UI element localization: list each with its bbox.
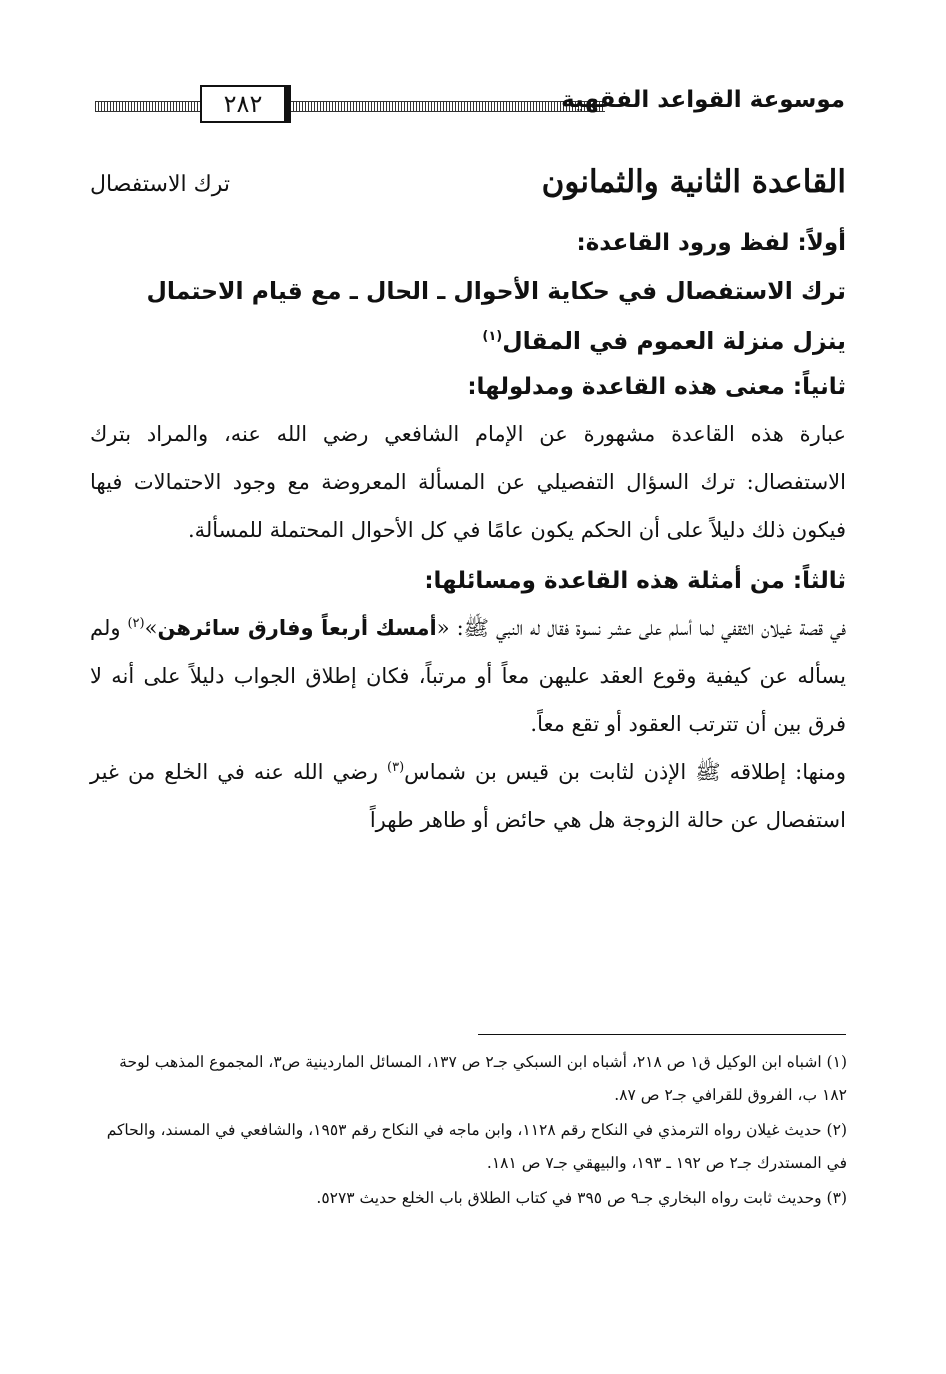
example-1-intro: في قصة غيلان الثقفي لما أسلم على عشر نسوة فقال له النبي ﷺ: « (436, 616, 846, 640)
footnote-2: (٢) حديث غيلان رواه الترمذي في النكاح رقم ١١٢٨، وابن ماجه في النكاح رقم ١٩٥٣، والشافعي في المسند، والحاكم في المستدرك جـ٢ ص ١٩٢ ـ ١٩٣، والبيهقي جـ٧ ص ١٨١. (106, 1121, 847, 1172)
footnote-3: (٣) وحديث ثابت رواه البخاري جـ٩ ص ٣٩٥ في كتاب الطلاق باب الخلع حديث ٥٢٧٣. (316, 1189, 847, 1207)
example-paragraph-1 (90, 604, 846, 748)
section-heading-2: ثانياً: معنى هذه القاعدة ومدلولها: (467, 374, 846, 400)
page-body (90, 160, 846, 844)
footnote-ref-1: (١) (482, 329, 503, 345)
rule-title: القاعدة الثانية والثمانون (541, 164, 846, 200)
example-2-intro: ومنها: إطلاقه ﷺ الإذن لثابت بن قيس بن شماس (404, 760, 846, 784)
example-1-rest: ولم يسأله عن كيفية وقوع العقد عليهن معاً أو مرتباً، فكان إطلاق الجواب دليلاً على أنه لا فرق بين أن تترتب العقود أو تقع معاً. (90, 616, 846, 736)
rule-statement-text: ترك الاستفصال في حكاية الأحوال ـ الحال ـ مع قيام الاحتمال ينزل منزلة العموم في المقال (146, 277, 846, 355)
book-title: موسوعة القواعد الفقهية (561, 87, 845, 113)
section-heading-3: ثالثاً: من أمثلة هذه القاعدة ومسائلها: (424, 568, 846, 594)
rule-statement (90, 266, 846, 366)
example-paragraph-2 (90, 748, 846, 844)
footnote-ref-2: (٢) (127, 616, 145, 631)
example-2-rest: رضي الله عنه في الخلع من غير استفصال عن حالة الزوجة هل هي حائض أو طاهر طهراً (90, 760, 846, 832)
running-header (95, 85, 845, 129)
footnote-1: (١) اشباه ابن الوكيل ق١ ص ٢١٨، أشباه ابن السبكي جـ٢ ص ١٣٧، المسائل الماردينية ص٣، المجموع المذهب لوحة ١٨٢ ب، الفروق للقرافي جـ٢ ص ٨٧. (119, 1053, 847, 1104)
footnotes (95, 1046, 847, 1217)
meaning-paragraph: عبارة هذه القاعدة مشهورة عن الإمام الشافعي رضي الله عنه، والمراد بترك الاستفصال: ترك السؤال التفصيلي عن المسألة المعروضة مع وجود الاحتمالات فيها فيكون ذلك دليلاً على أن الحكم يكون عامًا في كل الأحوال المحتملة للمسألة. (90, 422, 846, 542)
section-heading-1: أولاً: لفظ ورود القاعدة: (576, 230, 846, 256)
footnote-ref-3: (٣) (387, 760, 405, 775)
page-number: ٢٨٢ (200, 85, 291, 123)
footnote-separator (478, 1034, 846, 1035)
hadith-quote: أمسك أربعاً وفارق سائرهن (157, 616, 437, 640)
quote-close: » (144, 616, 158, 640)
rule-subtitle: ترك الاستفصال (90, 172, 231, 197)
header-rule (95, 101, 605, 112)
rule-title-row (90, 160, 846, 222)
